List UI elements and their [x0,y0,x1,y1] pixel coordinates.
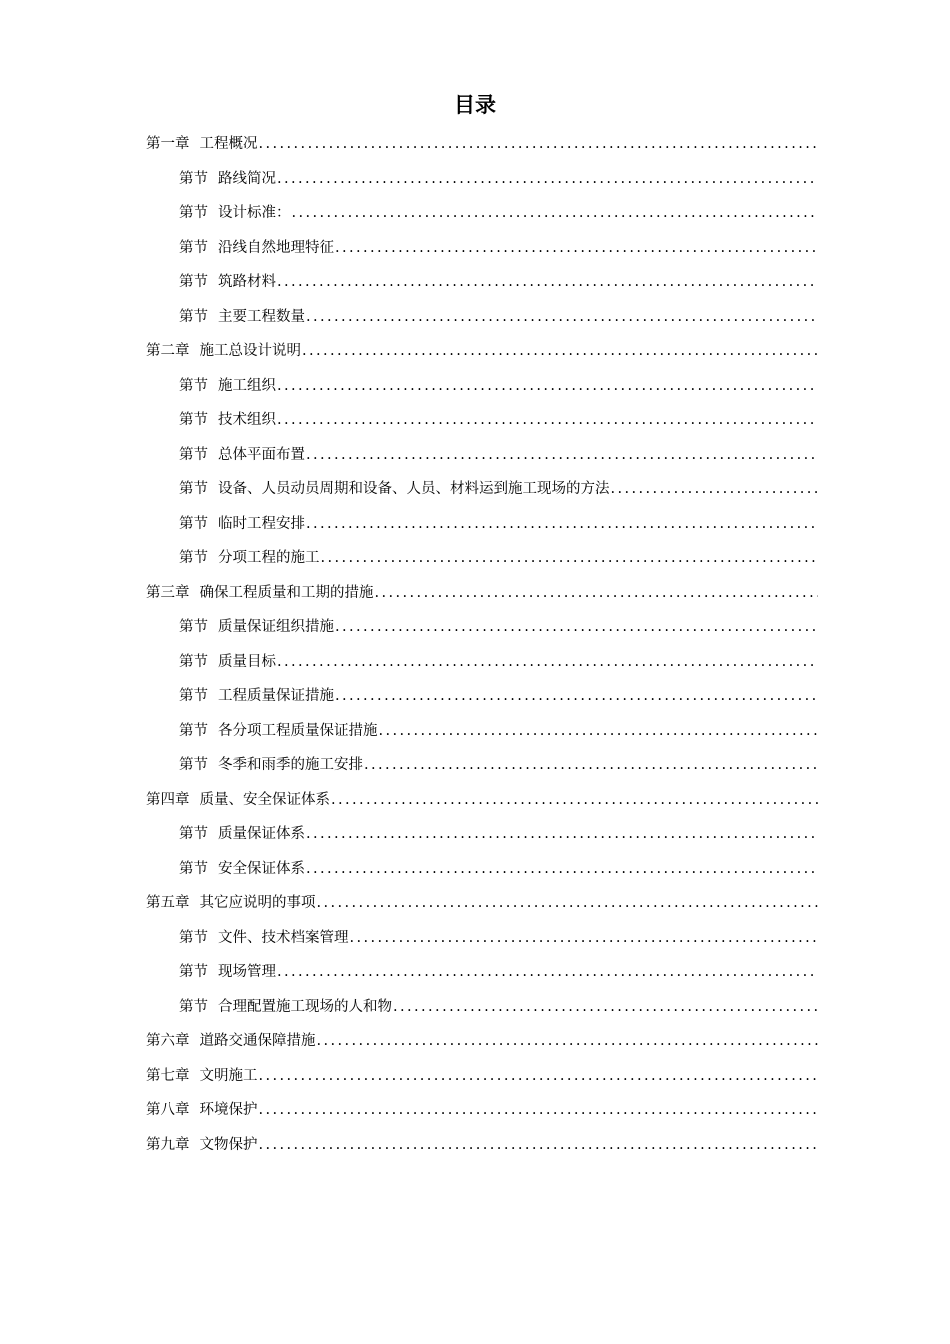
toc-entry-title: 质量保证组织措施 [218,619,334,635]
toc-section-entry[interactable] [146,990,818,1025]
toc-entry-number: 第节 [179,826,208,842]
toc-section-entry[interactable] [146,955,818,990]
toc-entry-number: 第节 [179,274,208,290]
toc-entry-title: 工程质量保证措施 [218,688,334,704]
toc-section-entry[interactable] [146,369,818,404]
toc-chapter-entry[interactable] [146,783,818,818]
dot-leader [259,1128,819,1163]
toc-section-entry[interactable] [146,162,818,197]
toc-entry-title: 合理配置施工现场的人和物 [218,998,392,1015]
toc-entry-number: 第节 [179,757,208,773]
dot-leader [277,265,818,300]
toc-entry-title: 施工组织 [218,377,276,394]
toc-section-entry[interactable] [146,610,818,645]
toc-entry-number: 第节 [179,722,208,739]
dot-leader [364,748,818,783]
toc-chapter-entry[interactable] [146,127,818,162]
toc-entry-number: 第节 [179,481,208,497]
dot-leader [306,300,818,335]
toc-section-entry[interactable] [146,403,818,438]
dot-leader [335,231,818,266]
dot-leader [306,852,818,887]
table-of-contents [146,127,818,1162]
toc-entry-number: 第节 [179,929,208,946]
toc-entry-number: 第三章 [146,584,190,601]
dot-leader [259,1093,819,1128]
dot-leader [611,472,819,507]
toc-section-entry[interactable] [146,541,818,576]
toc-entry-title: 筑路材料 [218,274,276,290]
toc-entry-number: 第节 [179,515,208,532]
dot-leader [393,990,818,1025]
dot-leader [277,645,818,680]
toc-entry-number: 第节 [179,446,208,463]
dot-leader [292,196,819,231]
toc-entry-title: 道路交通保障措施 [199,1033,316,1049]
dot-leader [306,817,818,852]
toc-entry-title: 设备、人员动员周期和设备、人员、材料运到施工现场的方法 [218,481,610,497]
toc-entry-number: 第节 [179,412,208,428]
dot-leader [335,679,818,714]
toc-section-entry[interactable] [146,265,818,300]
toc-entry-number: 第二章 [146,343,190,359]
toc-entry-title: 分项工程的施工 [218,550,320,566]
dot-leader [331,783,818,818]
toc-entry-number: 第节 [179,998,208,1015]
dot-leader [306,507,818,542]
toc-section-entry[interactable] [146,714,818,749]
toc-entry-title: 工程概况 [199,136,258,152]
toc-entry-title: 技术组织 [218,412,276,428]
toc-entry-number: 第一章 [146,136,190,152]
toc-entry-title: 文物保护 [199,1136,258,1153]
page-title: 目录 [454,93,496,117]
dot-leader [306,438,818,473]
toc-entry-number: 第节 [179,619,208,635]
toc-section-entry[interactable] [146,231,818,266]
toc-entry-number: 第五章 [146,895,190,911]
toc-entry-number: 第八章 [146,1102,190,1118]
toc-entry-title: 安全保证体系 [218,860,305,877]
toc-entry-number: 第节 [179,964,208,980]
dot-leader [335,610,818,645]
toc-entry-title: 质量目标 [218,653,276,670]
toc-entry-title: 施工总设计说明 [199,343,301,359]
dot-leader [317,1024,819,1059]
toc-chapter-entry[interactable] [146,1093,818,1128]
toc-entry-number: 第节 [179,550,208,566]
toc-entry-title: 质量保证体系 [218,826,305,842]
toc-chapter-entry[interactable] [146,334,818,369]
toc-entry-title: 其它应说明的事项 [199,895,316,911]
dot-leader [317,886,819,921]
toc-entry-number: 第节 [179,239,208,256]
dot-leader [350,921,819,956]
toc-entry-number: 第节 [179,377,208,394]
dot-leader [375,576,819,611]
toc-chapter-entry[interactable] [146,1059,818,1094]
toc-entry-number: 第节 [179,653,208,670]
toc-entry-title: 临时工程安排 [218,515,305,532]
toc-section-entry[interactable] [146,507,818,542]
toc-section-entry[interactable] [146,472,818,507]
toc-chapter-entry[interactable] [146,1024,818,1059]
toc-entry-title: 主要工程数量 [218,308,305,325]
toc-section-entry[interactable] [146,438,818,473]
toc-section-entry[interactable] [146,196,818,231]
toc-entry-title: 现场管理 [218,964,276,980]
dot-leader [277,369,818,404]
toc-entry-title: 质量、安全保证体系 [199,791,330,808]
toc-entry-number: 第节 [179,205,208,221]
toc-entry-number: 第节 [179,688,208,704]
toc-chapter-entry[interactable] [146,886,818,921]
toc-entry-title: 设计标准： [218,205,291,221]
dot-leader [302,334,818,369]
toc-entry-number: 第六章 [146,1033,190,1049]
toc-entry-number: 第节 [179,860,208,877]
toc-chapter-entry[interactable] [146,1128,818,1163]
toc-entry-number: 第四章 [146,791,190,808]
dot-leader [277,403,818,438]
toc-entry-title: 确保工程质量和工期的措施 [199,584,374,601]
dot-leader [277,162,818,197]
toc-entry-number: 第九章 [146,1136,190,1153]
toc-entry-title: 总体平面布置 [218,446,305,463]
toc-section-entry[interactable] [146,852,818,887]
toc-section-entry[interactable] [146,921,818,956]
toc-section-entry[interactable] [146,679,818,714]
dot-leader [259,1059,819,1094]
toc-section-entry[interactable] [146,817,818,852]
toc-entry-title: 路线简况 [218,170,276,187]
toc-entry-number: 第节 [179,308,208,325]
toc-section-entry[interactable] [146,300,818,335]
toc-entry-title: 各分项工程质量保证措施 [218,722,378,739]
toc-section-entry[interactable] [146,748,818,783]
toc-entry-number: 第七章 [146,1067,190,1084]
toc-entry-number: 第节 [179,170,208,187]
dot-leader [321,541,819,576]
toc-entry-title: 文件、技术档案管理 [218,929,349,946]
toc-entry-title: 环境保护 [199,1102,258,1118]
toc-chapter-entry[interactable] [146,576,818,611]
dot-leader [277,955,818,990]
toc-entry-title: 沿线自然地理特征 [218,239,334,256]
toc-section-entry[interactable] [146,645,818,680]
dot-leader [259,127,819,162]
dot-leader [379,714,819,749]
toc-entry-title: 文明施工 [199,1067,258,1084]
toc-entry-title: 冬季和雨季的施工安排 [218,757,363,773]
